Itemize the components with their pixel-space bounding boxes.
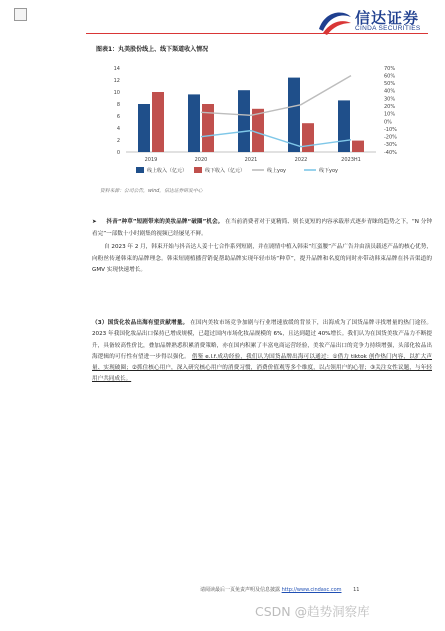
figure-source: 资料来源：公司公告，wind，信达证券研发中心 (100, 189, 203, 194)
page-footer (200, 586, 359, 593)
y2-tick-label: 40% (384, 88, 396, 95)
bar-offline (152, 92, 164, 152)
bar-offline (302, 123, 314, 152)
bullet-paragraph (92, 217, 432, 240)
legend-label: 线下收入（亿元） (205, 168, 246, 174)
figure-title: 图表1：丸美股份线上、线下渠道收入情况 (96, 46, 209, 53)
x-tick-label: 2019 (144, 157, 158, 163)
bar-offline (202, 104, 214, 152)
y-tick-label: 8 (116, 101, 120, 108)
bullet-text: 在当前消费者对于更精简、则长更短的内容承载形式逐步青睐的趋势之下，“N 分钟看完”一部数十小时剧集的视频已经屡见不鲜。 (92, 219, 432, 237)
bullet-arrow-icon: ➤ (92, 219, 97, 225)
series-line-online-yoy (201, 76, 351, 116)
y2-tick-label: 10% (384, 111, 396, 118)
bar-online (338, 100, 350, 152)
y2-tick-label: -40% (384, 149, 397, 156)
y2-tick-label: 0% (384, 119, 392, 126)
revenue-chart (96, 62, 416, 182)
header-divider (86, 33, 428, 34)
x-tick-label: 2023H1 (341, 157, 361, 163)
bar-online (188, 94, 200, 152)
y-tick-label: 12 (113, 77, 120, 84)
x-tick-label: 2020 (194, 157, 208, 163)
bar-online (138, 104, 150, 152)
y2-tick-label: 20% (384, 103, 396, 110)
legend-swatch (136, 167, 144, 173)
y-tick-label: 2 (116, 137, 120, 144)
y2-tick-label: 30% (384, 96, 396, 103)
x-tick-label: 2021 (244, 157, 258, 163)
watermark: CSDN @趋势洞察库 (255, 604, 370, 619)
logo-text-en: CINDA SECURITIES (355, 25, 421, 32)
y2-tick-label: -30% (384, 142, 397, 149)
y-tick-label: 4 (116, 125, 120, 132)
y-tick-label: 14 (113, 65, 120, 72)
body-text-block (92, 217, 432, 277)
y-tick-label: 10 (113, 89, 120, 96)
corner-box-icon (14, 8, 27, 21)
section-underlined-text: 借鉴 e.l.f.成功经验，我们认为国货品牌出海可以通过：①借力 tiktok 创作热门内容，以扩大声量、实现破圈；②抓住核心用户，深入研究核心用户的消费习惯，消费价值观等多个维度，以占领用户的心智；③关注女性议题，与年轻用户共同成长。 (92, 353, 432, 383)
y-tick-label: 0 (116, 149, 120, 156)
footer-disclaimer: 请阅读最后一页免责声明及信息披露 (200, 587, 281, 593)
bar-online (238, 90, 250, 152)
legend-label: 线上收入（亿元） (147, 168, 188, 174)
section-3 (92, 318, 432, 386)
logo-text-cn: 信达证券 (355, 9, 420, 27)
paragraph-2 (92, 242, 432, 277)
y2-tick-label: -20% (384, 134, 397, 141)
series-line-offline-yoy (201, 131, 351, 147)
paragraph-2-text: 自 2023 年 2 月，韩束开始与抖音达人姜十七合作系列短剧，并在剧情中植入韩束“红蛮腰”产品广告并由演员载述产品的核心优势，向粉丝传递韩束的品牌理念。韩束短剧植播营销促帮助品牌实现年轻市场“种草”，提升品牌和名度的同时亦带动韩束品牌在抖音渠道的 GMV 实现快速增长。 (92, 244, 432, 273)
bar-online (288, 78, 300, 152)
y2-tick-label: 60% (384, 73, 396, 80)
y2-tick-label: -10% (384, 126, 397, 133)
legend-label: 线下yoy (319, 168, 338, 174)
bar-offline (352, 141, 364, 152)
legend-label: 线上yoy (267, 168, 286, 174)
page-number: 11 (353, 587, 360, 593)
y2-tick-label: 70% (384, 65, 396, 72)
section-text: 在国内美妆市场竞争加剧与行业增速放缓的背景下，出海成为了国货品牌寻找增量的热门途径。2023 年我国化妆品出口保持已增成规模，已超过国内市场化妆品规模的 6%，且达到超过 40%增长。我们认为在国货美妆产品力不断提升，具备较高性价比，叠加品牌熟悉积累消费策略，亦在国内积累了丰富电商运营经验，美妆产品出口的竞争力持续增强，头部化妆品出海逻辑的可行性有望进一步得以强化。 (92, 320, 432, 360)
section-heading: （3）国货化妆品出海有望贡献增量。 (92, 320, 189, 326)
bullet-heading: 抖音“种草”短剧带来的美妆品牌“破圈”机会。 (106, 219, 224, 225)
legend-swatch (194, 167, 202, 173)
y2-tick-label: 50% (384, 81, 396, 88)
y-tick-label: 6 (116, 113, 120, 120)
x-tick-label: 2022 (294, 157, 308, 163)
footer-link[interactable]: http://www.cindasc.com (281, 587, 342, 593)
